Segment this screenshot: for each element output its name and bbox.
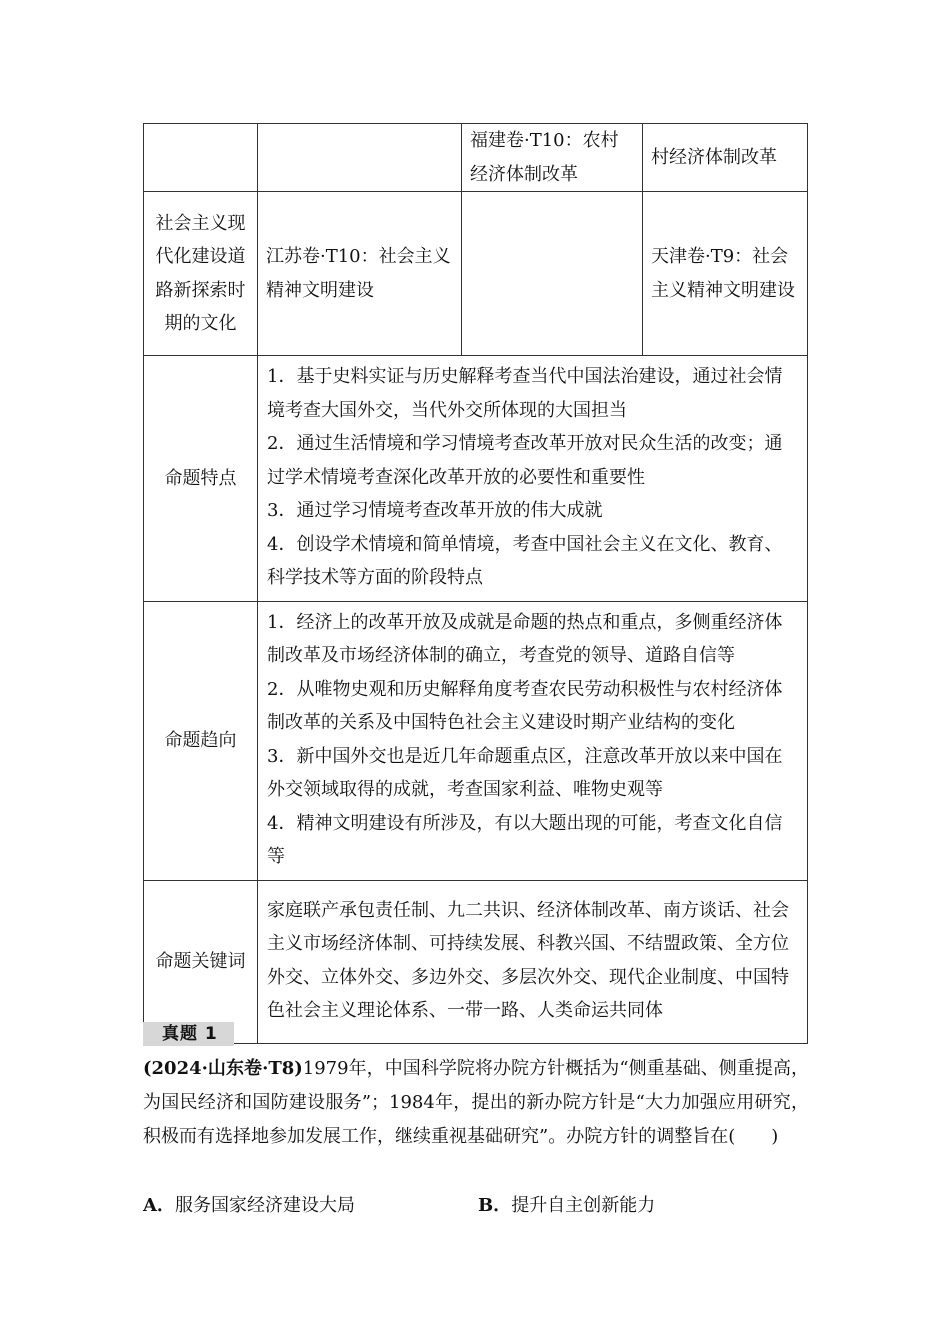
list-item: 3．新中国外交也是近几年命题重点区，注意改革开放以来中国在外交领域取得的成就，考查国家利益、唯物史观等: [267, 745, 783, 800]
option-letter: A．: [143, 1195, 175, 1216]
list-item: 4．创设学术情境和简单情境，考查中国社会主义在文化、教育、科学技术等方面的阶段特点: [267, 533, 783, 588]
question-text: 1979年，中国科学院将办院方针概括为“侧重基础、侧重提高，为国民经济和国防建设服务”；1984年，提出的新办院方针是“大力加强应用研究，积极而有选择地参加发展工作，继续重视基础研究”。办院方针的调整旨在( ): [143, 1058, 809, 1147]
list-item: 2．从唯物史观和历史解释角度考查农民劳动积极性与农村经济体制改革的关系及中国特色社会主义建设时期产业结构的变化: [267, 678, 783, 733]
table-row-keywords: [144, 880, 808, 1043]
list-item: 2．通过生活情境和学习情境考查改革开放对民众生活的改变；通过学术情境考查深化改革开放的必要性和重要性: [267, 433, 783, 488]
table-row: [144, 124, 808, 192]
exam-analysis-table: [143, 123, 808, 1044]
table-row-trends: [144, 601, 808, 880]
row-label: 命题关键词: [144, 880, 258, 1043]
option-letter: B．: [478, 1195, 512, 1216]
table-cell: 村经济体制改革: [643, 124, 808, 192]
table-cell: 天津卷·T9：社会主义精神文明建设: [643, 192, 808, 356]
option-b[interactable]: [478, 1190, 655, 1222]
option-text: 服务国家经济建设大局: [174, 1195, 355, 1216]
row-label: 命题趋向: [144, 601, 258, 880]
option-text: 提升自主创新能力: [511, 1195, 656, 1216]
row-label: 社会主义现代化建设道路新探索时期的文化: [144, 192, 258, 356]
question-source: (2024·山东卷·T8): [143, 1058, 303, 1079]
list-item: 1．经济上的改革开放及成就是命题的热点和重点，多侧重经济体制改革及市场经济体制的确立，考查党的领导、道路自信等: [267, 611, 783, 666]
features-cell: [258, 356, 808, 602]
table-cell: [258, 124, 462, 192]
list-item: 1．基于史料实证与历史解释考查当代中国法治建设，通过社会情境考查大国外交，当代外交所体现的大国担当: [267, 366, 783, 421]
option-a[interactable]: [143, 1190, 355, 1222]
table-row-features: [144, 356, 808, 602]
row-label: 命题特点: [144, 356, 258, 602]
question-stem: [143, 1052, 809, 1154]
keywords-cell: 家庭联产承包责任制、九二共识、经济体制改革、南方谈话、社会主义市场经济体制、可持续发展、科教兴国、不结盟政策、全方位外交、立体外交、多边外交、多层次外交、现代企业制度、中国特色社会主义理论体系、一带一路、人类命运共同体: [258, 880, 808, 1043]
list-item: 4．精神文明建设有所涉及，有以大题出现的可能，考查文化自信等: [267, 812, 783, 867]
trends-cell: [258, 601, 808, 880]
question-tag: 真题 1: [143, 1022, 234, 1046]
table-cell: 江苏卷·T10：社会主义精神文明建设: [258, 192, 462, 356]
table-row: [144, 192, 808, 356]
table-cell: [144, 124, 258, 192]
table-cell: [462, 192, 643, 356]
table-cell: 福建卷·T10：农村经济体制改革: [462, 124, 643, 192]
list-item: 3．通过学习情境考查改革开放的伟大成就: [267, 500, 603, 521]
